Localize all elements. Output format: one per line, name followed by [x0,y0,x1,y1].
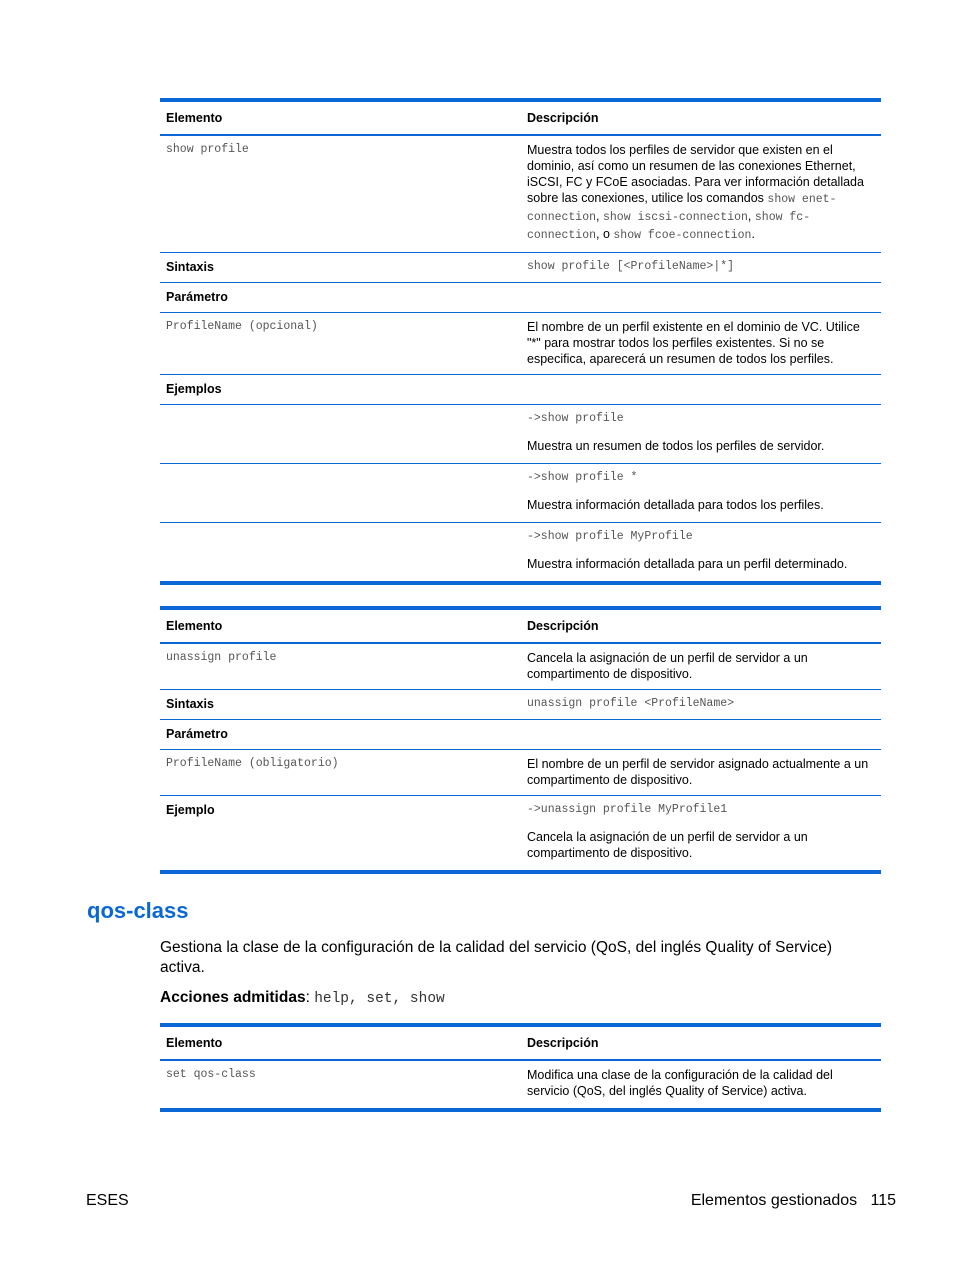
code-show-enet: show enet-connection [527,193,837,224]
sep: , [596,209,600,223]
command-description: Cancela la asignación de un perfil de servidor a un compartimento de dispositivo. [521,643,881,690]
unassign-profile-table [160,606,881,874]
example-cell [521,405,881,464]
param-label: Parámetro [160,283,521,313]
example-description: Cancela la asignación de un perfil de servidor a un compartimento de dispositivo. [527,830,808,860]
examples-label: Ejemplos [160,375,521,405]
syntax-label: Sintaxis [160,690,521,720]
command-name: unassign profile [160,643,521,690]
section-title: qos-class [87,898,189,923]
example-command: ->show profile [527,412,624,425]
footer-locale: ESES [86,1192,129,1209]
supported-actions [160,989,445,1007]
example-label: Ejemplo [160,796,521,873]
command-desc-text: Muestra todos los perfiles de servidor que existen en el dominio, así como un resumen de las conexiones Ethernet, iSCSI, FC y FCoE asociadas. Para ver información detallada sobre las conexiones, utilice los comandos [527,143,864,205]
command-name: show profile [160,135,521,253]
table-row [160,464,881,523]
qos-class-table [160,1023,881,1112]
example-command: ->show profile MyProfile [527,530,693,543]
table-row [160,690,881,720]
footer-page-info: Elementos gestionados 115 [690,1192,896,1209]
example-cell [521,523,881,584]
param-label: Parámetro [160,720,521,750]
table-row [160,796,881,873]
table-row [160,313,881,375]
example-command: ->unassign profile MyProfile1 [527,803,728,816]
code-show-iscsi: show iscsi-connection [602,211,748,224]
param-name: ProfileName (opcional) [160,313,521,375]
header-elemento: Elemento [160,1025,521,1060]
example-description: Muestra información detallada para todos los perfiles. [527,498,824,512]
table-row [160,135,881,253]
code-show-fc: show fc-connection [527,211,811,242]
table-row [160,283,881,313]
command-description [521,135,881,253]
table-row [160,750,881,796]
table-header-row [160,608,881,643]
example-command: ->show profile * [527,471,638,484]
example-cell [521,464,881,523]
syntax-value: show profile [<ProfileName>|*] [521,253,881,283]
header-descripcion: Descripción [521,608,881,643]
example-description: Muestra información detallada para un perfil determinado. [527,557,848,571]
command-description: Modifica una clase de la configuración de la calidad del servicio (QoS, del inglés Quality of Service) activa. [521,1060,881,1110]
syntax-label: Sintaxis [160,253,521,283]
actions-values: help, set, show [314,991,445,1007]
header-elemento: Elemento [160,100,521,135]
show-profile-table [160,98,881,585]
sep: , [747,209,752,223]
code-show-fcoe: show fcoe-connection [613,229,752,242]
table-row [160,523,881,584]
table-header-row [160,100,881,135]
table-row [160,1060,881,1110]
header-descripcion: Descripción [521,1025,881,1060]
example-description: Muestra un resumen de todos los perfiles de servidor. [527,439,825,453]
command-name: set qos-class [160,1060,521,1110]
param-description: El nombre de un perfil existente en el dominio de VC. Utilice "*" para mostrar todos los perfiles existentes. Si no se especifica, aparecerá un resumen de todos los perfiles. [521,313,881,375]
example-cell [521,796,881,873]
table-header-row [160,1025,881,1060]
header-descripcion: Descripción [521,100,881,135]
param-name: ProfileName (obligatorio) [160,750,521,796]
table-row [160,375,881,405]
table-row [160,720,881,750]
table-row [160,643,881,690]
sep: . [751,227,755,241]
actions-colon: : [305,989,310,1006]
param-description: El nombre de un perfil de servidor asignado actualmente a un compartimento de dispositivo. [521,750,881,796]
section-description: Gestiona la clase de la configuración de la calidad del servicio (QoS, del inglés Quality of Service) activa. [160,939,833,976]
sep: , o [596,227,610,241]
header-elemento: Elemento [160,608,521,643]
actions-label: Acciones admitidas [160,989,306,1006]
syntax-value: unassign profile <ProfileName> [521,690,881,720]
table-row [160,253,881,283]
table-row [160,405,881,464]
